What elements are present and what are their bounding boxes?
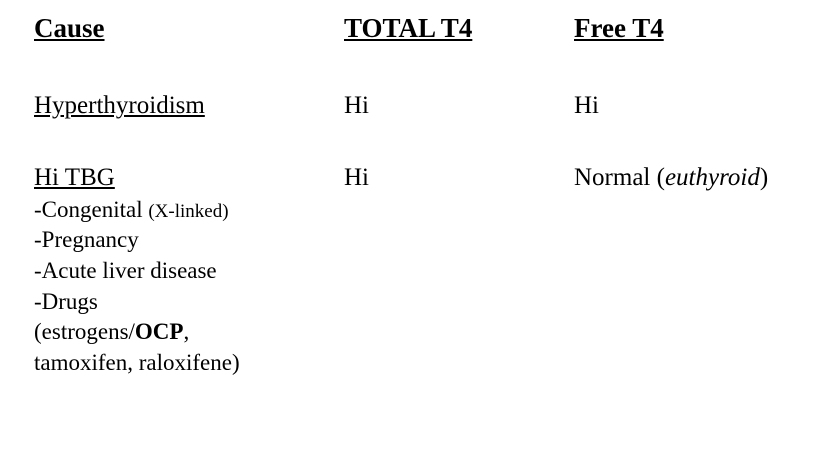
cause-detail-list xyxy=(34,195,344,378)
cause-label: Hi TBG xyxy=(34,163,115,191)
row-cause-hi-tbg xyxy=(34,162,344,379)
table-row xyxy=(34,162,834,379)
list-item: -Drugs xyxy=(34,288,98,314)
cause-label: Hyperthyroidism xyxy=(34,92,205,120)
row-cause-hyperthyroidism xyxy=(34,90,344,121)
list-item: -Pregnancy xyxy=(34,227,139,253)
list-item-drugs-line-1: (estrogens/OCP, xyxy=(34,319,190,345)
list-item: -Congenital (X-linked) xyxy=(34,196,229,222)
column-header-cause: Cause xyxy=(34,13,105,43)
row-total-t4-value: Hi xyxy=(344,92,369,120)
column-header-free-t4: Free T4 xyxy=(574,13,664,43)
row-total-t4-value: Hi xyxy=(344,163,369,191)
list-item-note: (X-linked) xyxy=(148,200,229,222)
table-row xyxy=(34,90,834,121)
table-header-row xyxy=(34,12,834,44)
list-item-drugs-line-2: tamoxifen, raloxifene) xyxy=(34,349,240,375)
drug-emphasis: OCP xyxy=(134,319,184,345)
row-free-t4-value: Normal (euthyroid) xyxy=(574,163,769,191)
column-header-total-t4: TOTAL T4 xyxy=(344,13,473,43)
list-item: -Acute liver disease xyxy=(34,258,217,284)
row-free-t4-value: Hi xyxy=(574,92,599,120)
free-t4-emphasis: euthyroid xyxy=(664,163,760,191)
